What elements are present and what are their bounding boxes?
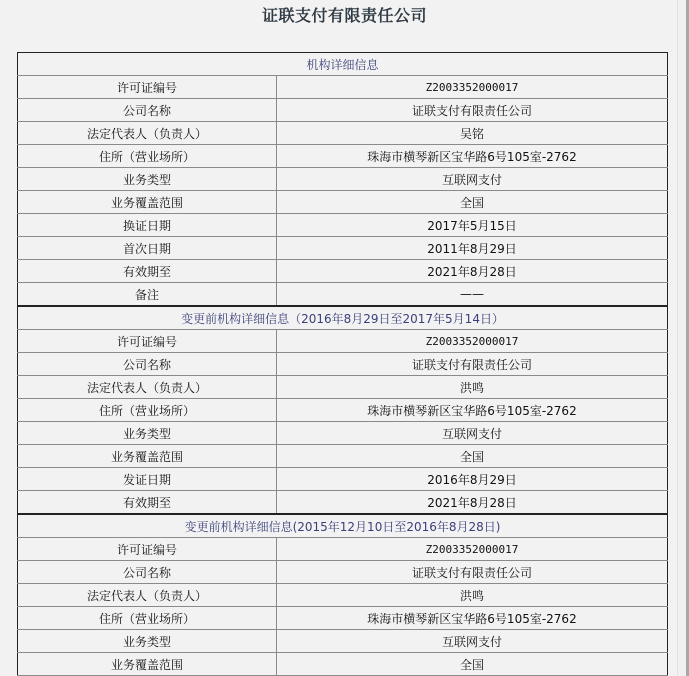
field-label: 住所（营业场所）	[18, 145, 277, 168]
field-label: 公司名称	[18, 99, 277, 122]
field-value: 全国	[277, 445, 668, 468]
field-value: 互联网支付	[277, 630, 668, 653]
table-row	[18, 653, 668, 676]
field-value: Z2003352000017	[277, 538, 668, 561]
field-value: 2021年8月28日	[277, 260, 668, 283]
field-value: 互联网支付	[277, 422, 668, 445]
section-header-previous-2	[18, 514, 668, 538]
field-value: Z2003352000017	[277, 330, 668, 353]
field-label: 业务类型	[18, 168, 277, 191]
field-label: 发证日期	[18, 468, 277, 491]
table-row	[18, 468, 668, 491]
field-label: 首次日期	[18, 237, 277, 260]
field-value: 全国	[277, 191, 668, 214]
table-row	[18, 191, 668, 214]
field-value: Z2003352000017	[277, 76, 668, 99]
table-row	[18, 76, 668, 99]
field-label: 住所（营业场所）	[18, 607, 277, 630]
field-label: 备注	[18, 283, 277, 307]
field-value: 珠海市横琴新区宝华路6号105室-2762	[277, 399, 668, 422]
table-row	[18, 607, 668, 630]
field-value: 证联支付有限责任公司	[277, 353, 668, 376]
field-value: 互联网支付	[277, 168, 668, 191]
table-row	[18, 630, 668, 653]
field-value: 洪鸣	[277, 584, 668, 607]
table-row	[18, 237, 668, 260]
field-label: 有效期至	[18, 260, 277, 283]
field-label: 业务类型	[18, 630, 277, 653]
table-row	[18, 122, 668, 145]
field-label: 住所（营业场所）	[18, 399, 277, 422]
table-row	[18, 99, 668, 122]
field-value: 2017年5月15日	[277, 214, 668, 237]
field-value: 全国	[277, 653, 668, 676]
field-label: 公司名称	[18, 561, 277, 584]
table-row	[18, 376, 668, 399]
field-value: 珠海市横琴新区宝华路6号105室-2762	[277, 607, 668, 630]
field-label: 许可证编号	[18, 330, 277, 353]
field-label: 法定代表人（负责人）	[18, 584, 277, 607]
table-row	[18, 561, 668, 584]
table-row	[18, 330, 668, 353]
page-title: 证联支付有限责任公司	[261, 6, 427, 25]
table-row	[18, 283, 668, 307]
section-title: 变更前机构详细信息（2016年8月29日至2017年5月14日）	[18, 306, 668, 330]
field-label: 法定代表人（负责人）	[18, 376, 277, 399]
field-value: 吴铭	[277, 122, 668, 145]
field-label: 业务覆盖范围	[18, 445, 277, 468]
field-value: 证联支付有限责任公司	[277, 99, 668, 122]
table-row	[18, 445, 668, 468]
section-header-current	[18, 53, 668, 76]
field-label: 有效期至	[18, 491, 277, 515]
field-value: 洪鸣	[277, 376, 668, 399]
table-row	[18, 399, 668, 422]
field-label: 公司名称	[18, 353, 277, 376]
field-label: 许可证编号	[18, 76, 277, 99]
table-row	[18, 260, 668, 283]
field-value: 珠海市横琴新区宝华路6号105室-2762	[277, 145, 668, 168]
field-label: 许可证编号	[18, 538, 277, 561]
field-value: ——	[277, 283, 668, 307]
vertical-scrollbar[interactable]	[677, 0, 686, 676]
field-label: 业务覆盖范围	[18, 653, 277, 676]
table-row	[18, 538, 668, 561]
field-value: 2011年8月29日	[277, 237, 668, 260]
table-row	[18, 422, 668, 445]
table-row	[18, 168, 668, 191]
table-row	[18, 584, 668, 607]
institution-info-table	[17, 52, 668, 676]
field-label: 法定代表人（负责人）	[18, 122, 277, 145]
table-row	[18, 353, 668, 376]
field-value: 证联支付有限责任公司	[277, 561, 668, 584]
field-label: 业务覆盖范围	[18, 191, 277, 214]
section-header-previous-1	[18, 306, 668, 330]
field-value: 2021年8月28日	[277, 491, 668, 515]
field-value: 2016年8月29日	[277, 468, 668, 491]
table-row	[18, 491, 668, 515]
section-title: 机构详细信息	[18, 53, 668, 76]
table-row	[18, 145, 668, 168]
table-row	[18, 214, 668, 237]
section-title: 变更前机构详细信息(2015年12月10日至2016年8月28日)	[18, 514, 668, 538]
field-label: 换证日期	[18, 214, 277, 237]
field-label: 业务类型	[18, 422, 277, 445]
